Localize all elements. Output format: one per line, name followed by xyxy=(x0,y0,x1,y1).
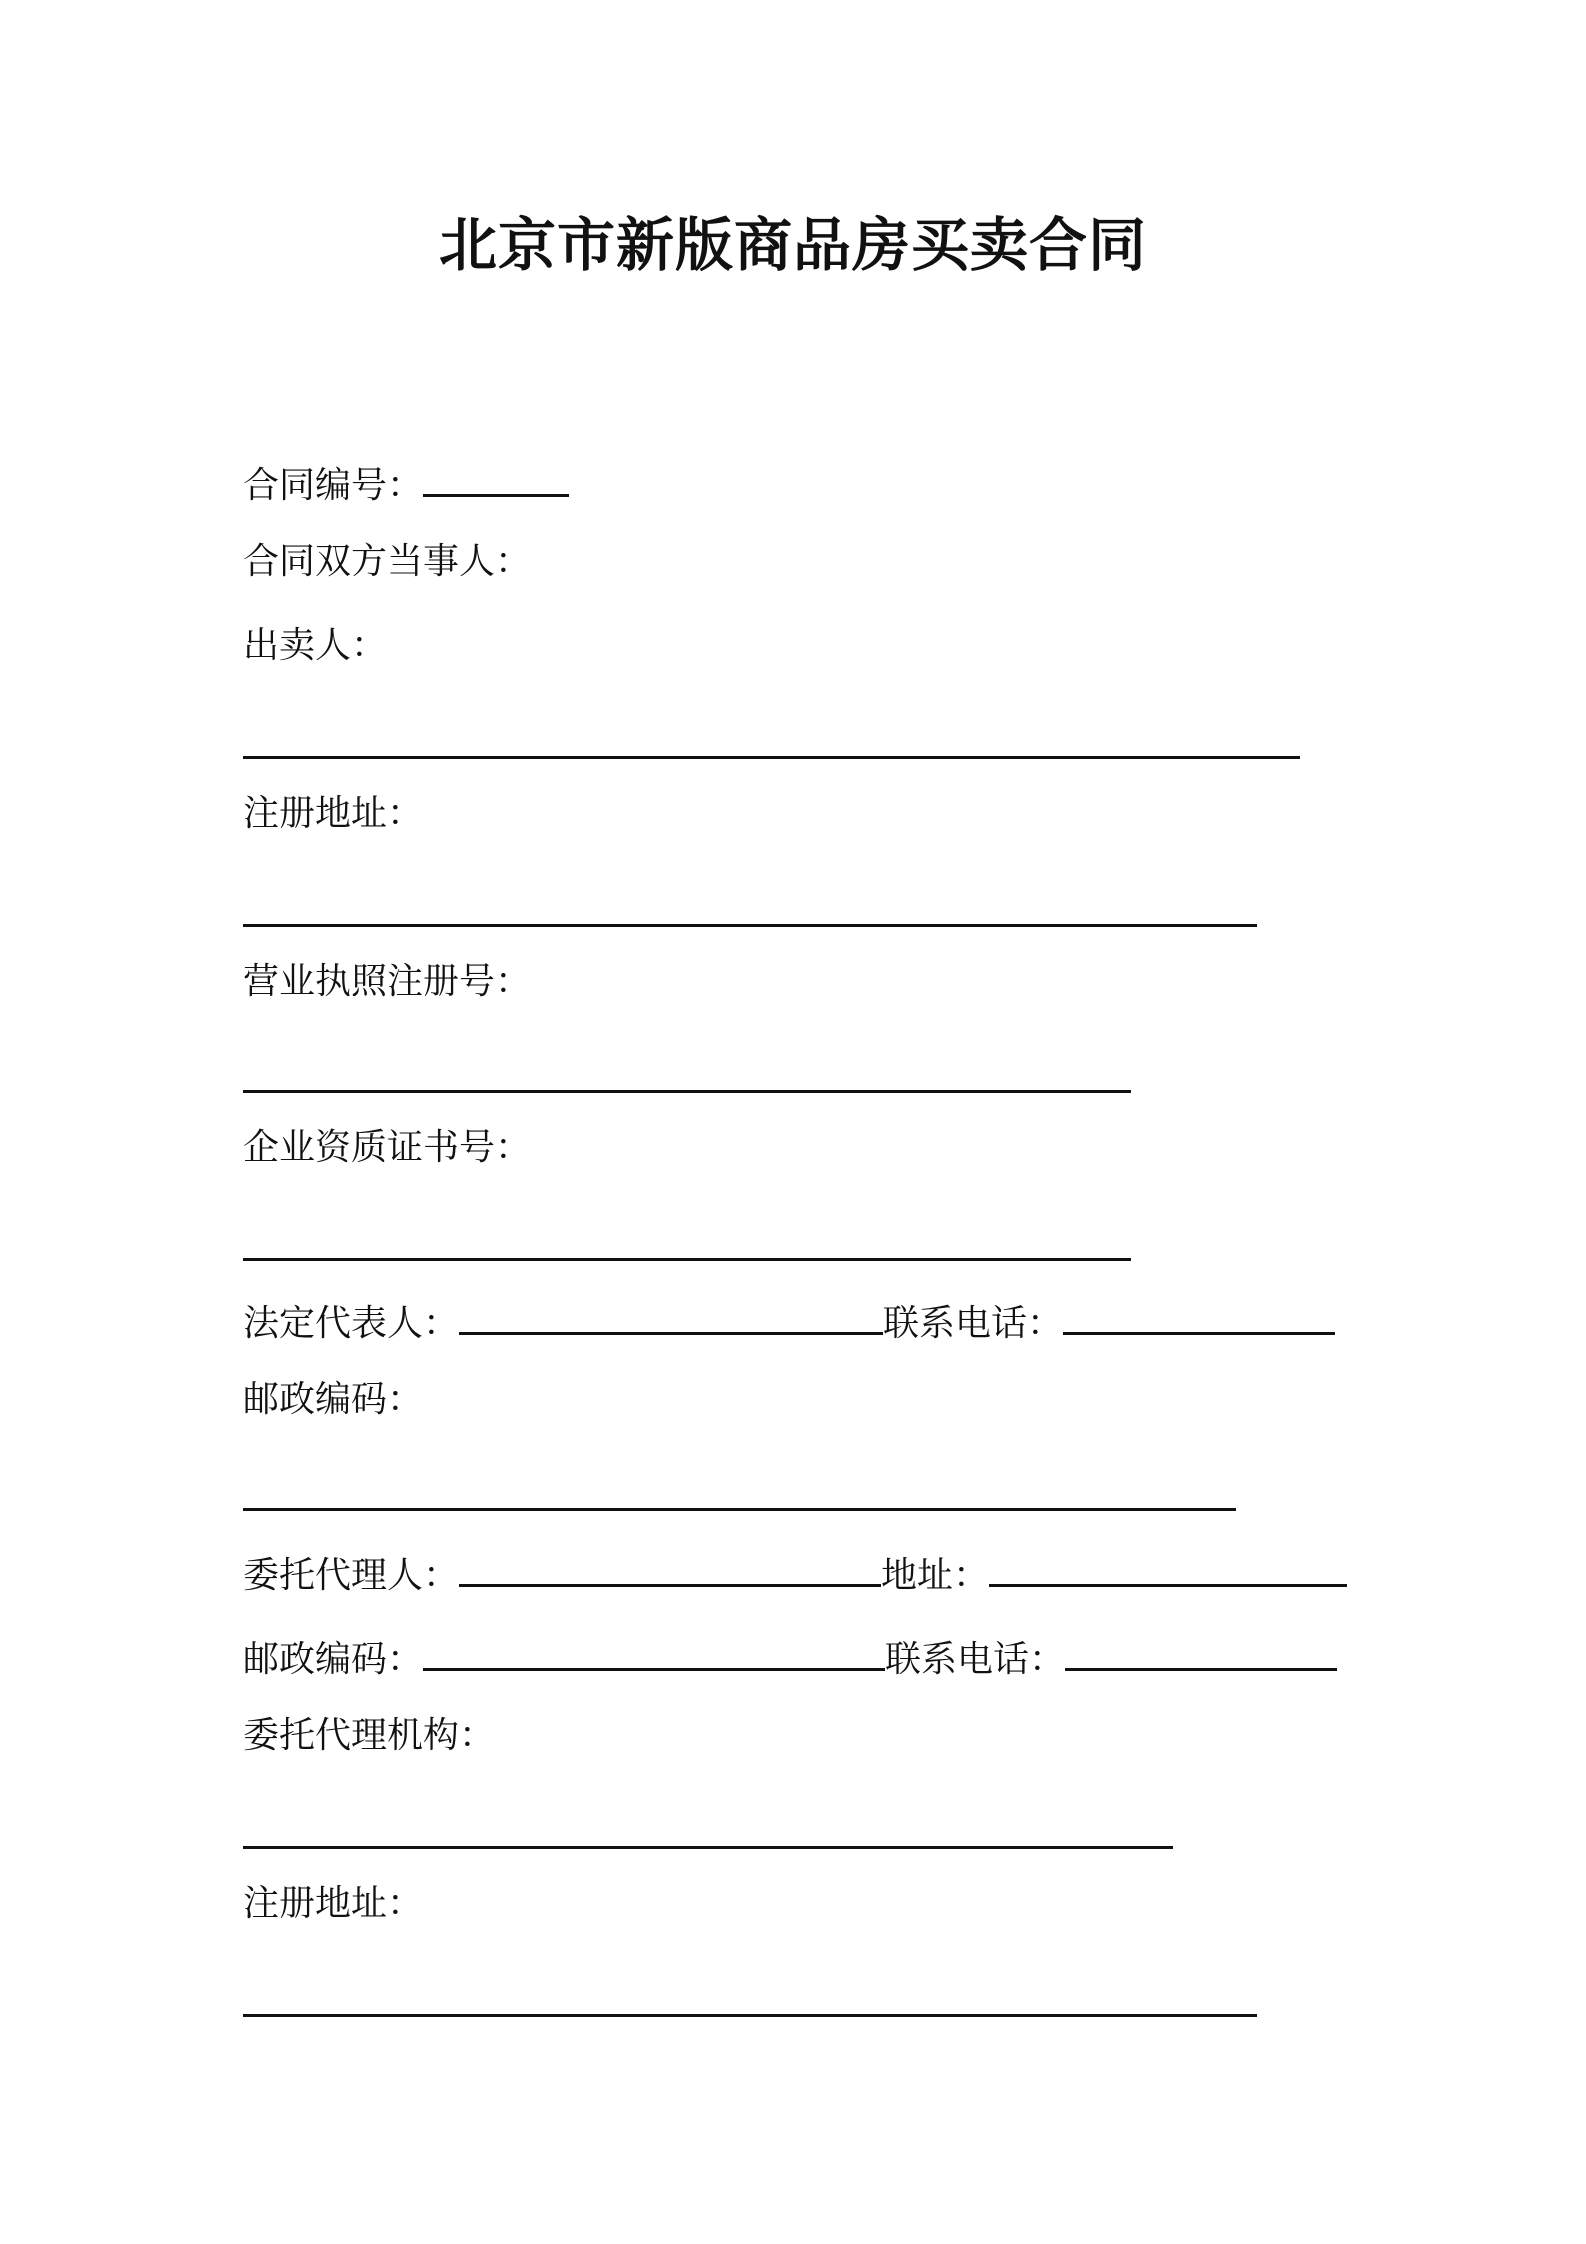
agent-address-blank[interactable] xyxy=(989,1538,1347,1587)
qualification-cert-label: 企业资质证书号： xyxy=(243,1127,532,1168)
agency-label: 委托代理机构： xyxy=(243,1715,496,1756)
agent-phone-label: 联系电话： xyxy=(885,1639,1066,1680)
qualification-cert-blank[interactable] xyxy=(243,1258,1131,1261)
legal-representative-label: 法定代表人： xyxy=(243,1303,460,1344)
contract-number-blank[interactable] xyxy=(423,448,569,497)
agency-blank[interactable] xyxy=(243,1846,1173,1849)
contract-number-row xyxy=(243,448,569,508)
business-license-label: 营业执照注册号： xyxy=(243,961,532,1002)
agency-registered-address-blank[interactable] xyxy=(243,2014,1257,2017)
phone-label: 联系电话： xyxy=(883,1303,1064,1344)
agency-row xyxy=(243,1706,495,1766)
seller-label: 出卖人： xyxy=(243,625,388,666)
qualification-cert-row xyxy=(243,1118,531,1178)
parties-row xyxy=(243,532,531,592)
document-title: 北京市新版商品房买卖合同 xyxy=(438,211,1147,279)
seller-row xyxy=(243,616,387,676)
agency-registered-address-row xyxy=(243,1874,423,1934)
business-license-row xyxy=(243,952,531,1012)
registered-address-blank[interactable] xyxy=(243,924,1257,927)
legal-representative-row xyxy=(243,1286,1335,1346)
registered-address-label: 注册地址： xyxy=(243,793,424,834)
agent-label: 委托代理人： xyxy=(243,1555,460,1596)
postal-code-blank[interactable] xyxy=(243,1508,1236,1511)
postal-code-row xyxy=(243,1370,423,1430)
agent-postal-code-label: 邮政编码： xyxy=(243,1639,424,1680)
parties-label: 合同双方当事人： xyxy=(243,541,532,582)
seller-blank[interactable] xyxy=(243,756,1300,759)
registered-address-row xyxy=(243,784,423,844)
agent-postal-row xyxy=(243,1622,1337,1682)
legal-representative-blank[interactable] xyxy=(459,1286,883,1335)
agency-registered-address-label: 注册地址： xyxy=(243,1883,424,1924)
agent-row xyxy=(243,1538,1347,1598)
phone-blank[interactable] xyxy=(1063,1286,1335,1335)
agent-blank[interactable] xyxy=(459,1538,881,1587)
business-license-blank[interactable] xyxy=(243,1090,1131,1093)
contract-number-label: 合同编号： xyxy=(243,465,424,506)
postal-code-label: 邮政编码： xyxy=(243,1379,424,1420)
agent-address-label: 地址： xyxy=(881,1555,990,1596)
agent-phone-blank[interactable] xyxy=(1065,1622,1337,1671)
agent-postal-code-blank[interactable] xyxy=(423,1622,885,1671)
